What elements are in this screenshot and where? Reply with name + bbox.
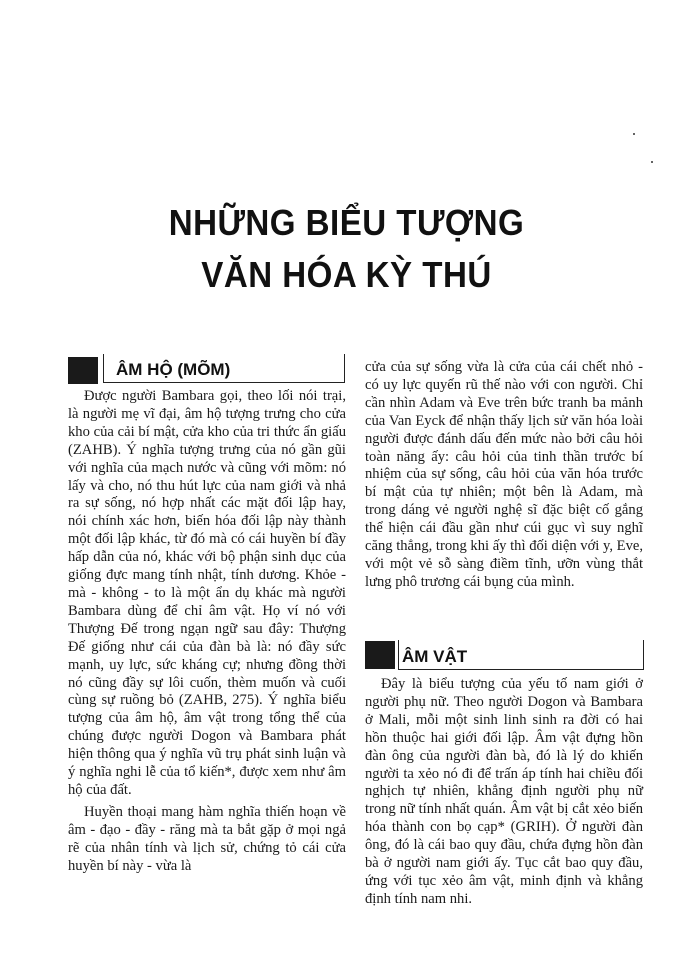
column-left — [68, 388, 346, 875]
paragraph-continued: cửa của sự sống vừa là cửa của cái chết nhỏ - có uy lực quyến rũ thế nào với con người. Chỉ cần nhìn Adam và Eve trên bức tranh ba mảnh của Van Eyck để nhận thấy lịch sử văn hóa loài người được đánh dấu đến mức nào bởi câu hỏi toàn năng ấy: câu hỏi của tinh thần trước bí nhiệm của sự sống, câu hỏi của văn hóa trước bí mật của tự nhiên; một bên là Adam, mà trong dáng vẻ người nghệ sĩ đặc biệt cố gắng thể hiện cái đầu gần như cúi gục vì suy nghĩ căng thẳng, trong khi ấy thì đối diện với y, Eve, với một vẻ sỗ sàng điềm tĩnh, ưỡn vùng thắt lưng phô trương cái bụng của mình. — [365, 359, 643, 590]
section-heading-am-vat: ÂM VẬT — [402, 647, 468, 666]
paragraph: Được người Bambara gọi, theo lối nói trại, là người mẹ vĩ đại, âm hộ tượng trưng cho cửa kho của cải bí mật, cửa kho của tri thức ẩn giấu (ZAHB). Ý nghĩa tượng trưng của nó gần gũi với nghĩa của mạch nước và cũng với mõm: nó lấy và cho, nó thu hút lực của nam giới và nhả ra sự sống, nó hợp nhất các mặt đối lập hay, nói chính xác hơn, biến hóa đối lập này thành một đối lập khác, từ đó mà có cái huyền bí đầy hấp dẫn của nó, khác với bộ phận sinh dục của giống đực mang tính nhật, tính dương. Khỏe - mà - không - to là một ẩn dụ khác mà người Bambara dùng để chỉ âm vật. Họ ví nó với Thượng Đế trong ngạn ngữ sau đây: Thượng Đế giống như cái của đàn bà là: nó đầy sức mạnh, uy lực, sức kháng cự; nhưng đồng thời nó cũng đầy sự lôi cuốn, thèm muốn và cuối cùng sự ruồng bỏ (ZAHB, 275). Ý nghĩa biểu tượng của âm hộ, âm vật trong tổng thể của chúng được người Dogon và Bambara phát hiện thông qua ý nghĩa vũ trụ phát sinh luận và ý nghĩa nghi lễ của tổ kiến*, được xem như âm hộ của đất. — [68, 388, 346, 798]
section-heading-am-ho: ÂM HỘ (MÕM) — [116, 360, 231, 379]
paragraph: Huyền thoại mang hàm nghĩa thiến hoạn về âm - đạo - đầy - răng mà ta bắt gặp ở mọi ngả rẽ của nhân tính và lịch sử, chứng tỏ cái cửa huyền bí này - vừa là — [68, 803, 346, 874]
page-title-line-2: VĂN HÓA KỲ THÚ — [201, 254, 492, 295]
section-marker-block — [68, 357, 98, 384]
paragraph: Đây là biểu tượng của yếu tố nam giới ở người phụ nữ. Theo người Dogon và Bambara ở Mali, mỗi một sinh linh sinh ra đời có hai hồn thuộc hai giới đối lập. Âm vật đựng hồn đàn ông của người đàn bà, đó là lý do khiến người ta xẻo nó đi để trấn áp tính hai chiều đối nghịch tự nhiên, khẳng định người phụ nữ trong nữ tính nhất quán. Âm vật bị cắt xẻo biến hóa thành con bọ cạp* (GRIH). Ở người đàn ông, đó là cái bao quy đầu, chứa đựng hồn đàn bà ở người nam giới ấy. Tục cắt bao quy đầu, ứng với tục xẻo âm vật, minh định và khẳng định tính nam nhi. — [365, 676, 643, 907]
column-right-bottom — [365, 676, 643, 909]
column-right-top — [365, 359, 643, 592]
speck-mark — [651, 161, 653, 163]
section-marker-block — [365, 641, 395, 669]
speck-mark — [633, 133, 635, 135]
page-title-line-1: NHỮNG BIỂU TƯỢNG — [168, 202, 525, 243]
